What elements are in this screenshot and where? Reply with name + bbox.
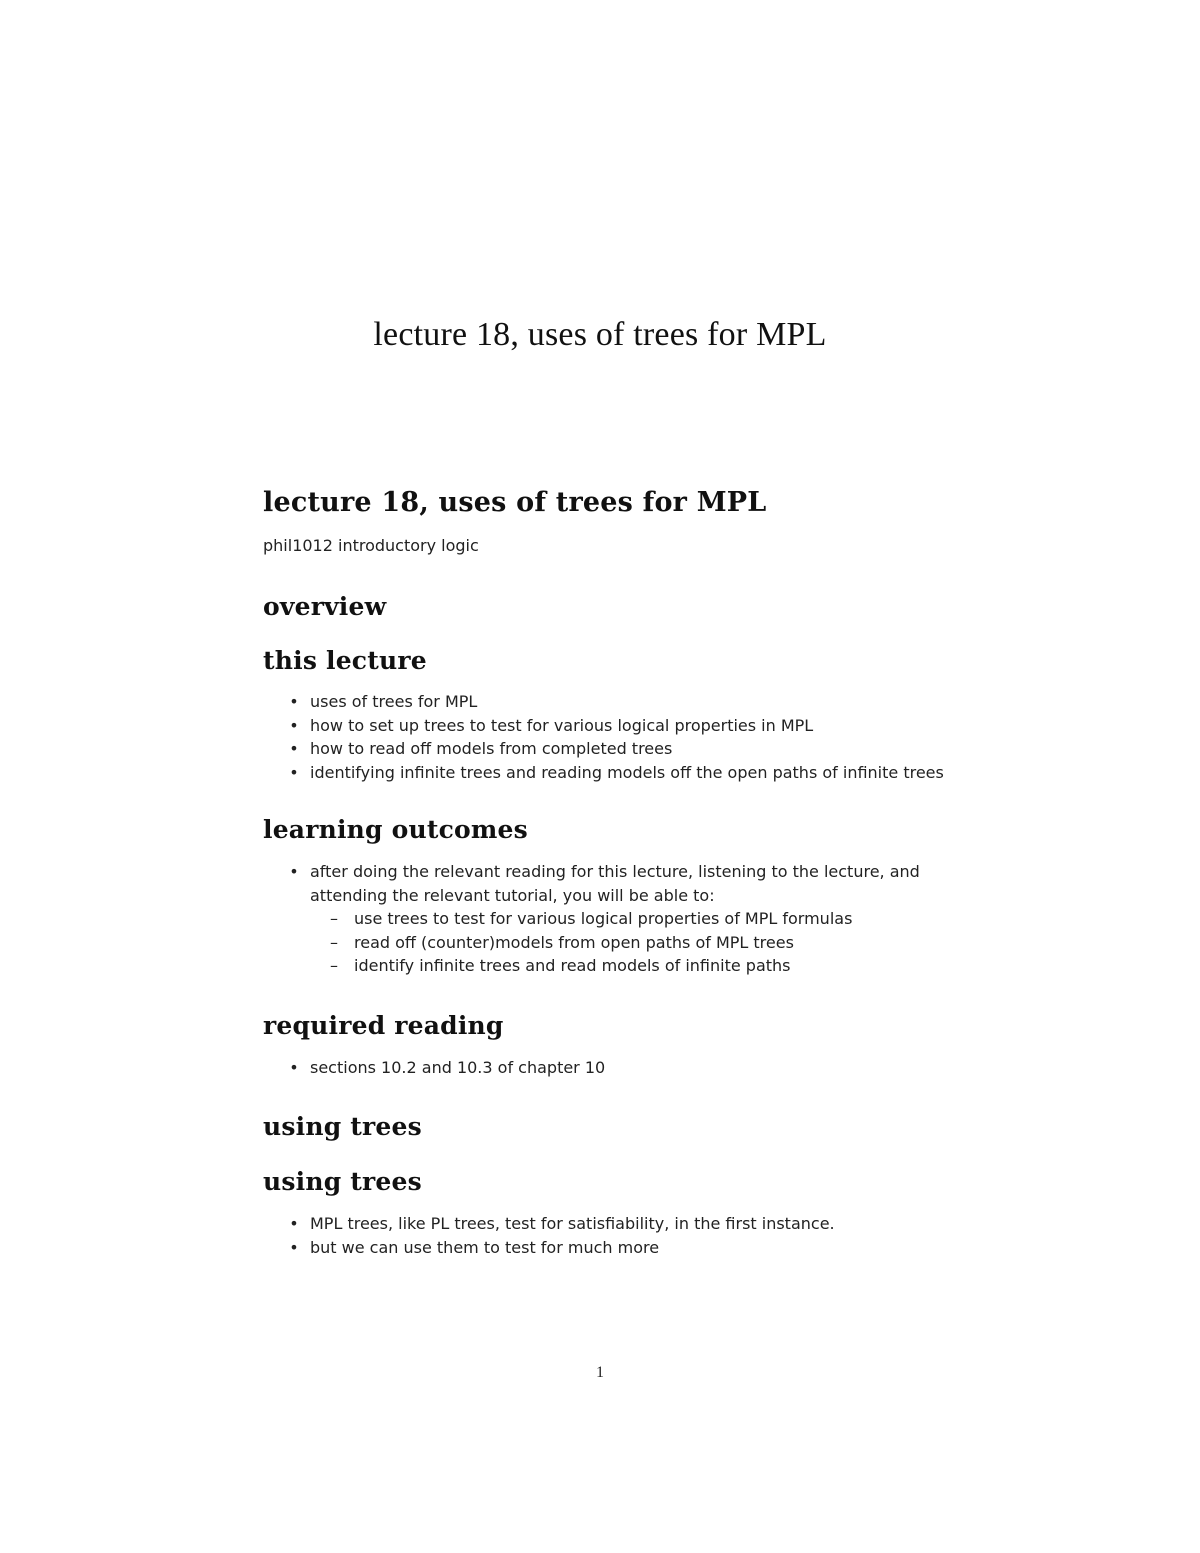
- section-heading-overview: overview: [263, 592, 387, 621]
- list-item-text: uses of trees for MPL: [310, 692, 478, 711]
- dash-marker: –: [330, 956, 338, 975]
- list-item: [263, 761, 953, 785]
- sublist-item: [310, 907, 953, 931]
- list-item: [263, 690, 953, 714]
- using-trees-list: [263, 1212, 953, 1259]
- sublist-item: [310, 954, 953, 978]
- required-reading-list: [263, 1056, 953, 1080]
- bullet-marker: •: [289, 1237, 299, 1257]
- bullet-marker: •: [289, 1214, 299, 1233]
- sublist-item-text: identify infinite trees and read models of infinite paths: [354, 956, 791, 975]
- list-item: [263, 1236, 953, 1260]
- list-item: [263, 860, 953, 978]
- bullet-marker: •: [289, 692, 299, 711]
- list-item-text: but we can use them to test for much more: [310, 1237, 660, 1257]
- learning-outcomes-list: [263, 860, 953, 978]
- list-item-text: how to set up trees to test for various logical properties in MPL: [310, 715, 814, 735]
- list-item-text: sections 10.2 and 10.3 of chapter 10: [310, 1057, 606, 1077]
- subsection-heading-required-reading: required reading: [263, 1010, 504, 1040]
- section-heading-using-trees: using trees: [263, 1112, 422, 1141]
- list-item-text: after doing the relevant reading for this lecture, listening to the lecture, and attending the relevant tutorial, you will be able to:: [310, 862, 920, 905]
- list-item: [263, 714, 953, 738]
- bullet-marker: •: [289, 739, 299, 758]
- lecture-title: lecture 18, uses of trees for MPL: [263, 487, 767, 518]
- list-item: [263, 1056, 953, 1080]
- sublist-item-text: read off (counter)models from open paths of MPL trees: [354, 932, 794, 952]
- bullet-marker: •: [289, 715, 299, 735]
- bullet-marker: •: [289, 1057, 299, 1077]
- list-item: [263, 1212, 953, 1236]
- sublist-item: [310, 931, 953, 955]
- lecture-content: [263, 480, 953, 1259]
- bullet-marker: •: [289, 862, 299, 881]
- this-lecture-list: [263, 690, 953, 784]
- list-item: [263, 737, 953, 761]
- subsection-heading-using-trees: using trees: [263, 1167, 422, 1196]
- list-item-text: how to read off models from completed trees: [310, 739, 673, 758]
- cover-title: lecture 18, uses of trees for MPL: [373, 316, 827, 353]
- page-number: 1: [596, 1364, 604, 1381]
- dash-marker: –: [330, 909, 338, 928]
- list-item-text: identifying infinite trees and reading models off the open paths of infinite trees: [310, 762, 944, 782]
- subsection-heading-this-lecture: this lecture: [263, 646, 427, 675]
- bullet-marker: •: [289, 762, 299, 782]
- learning-outcomes-sublist: [310, 907, 953, 978]
- sublist-item-text: use trees to test for various logical properties of MPL formulas: [354, 909, 853, 928]
- dash-marker: –: [330, 932, 338, 952]
- course-subtitle: phil1012 introductory logic: [263, 536, 479, 555]
- list-item-text: MPL trees, like PL trees, test for satisfiability, in the first instance.: [310, 1214, 835, 1233]
- subsection-heading-learning-outcomes: learning outcomes: [263, 815, 528, 844]
